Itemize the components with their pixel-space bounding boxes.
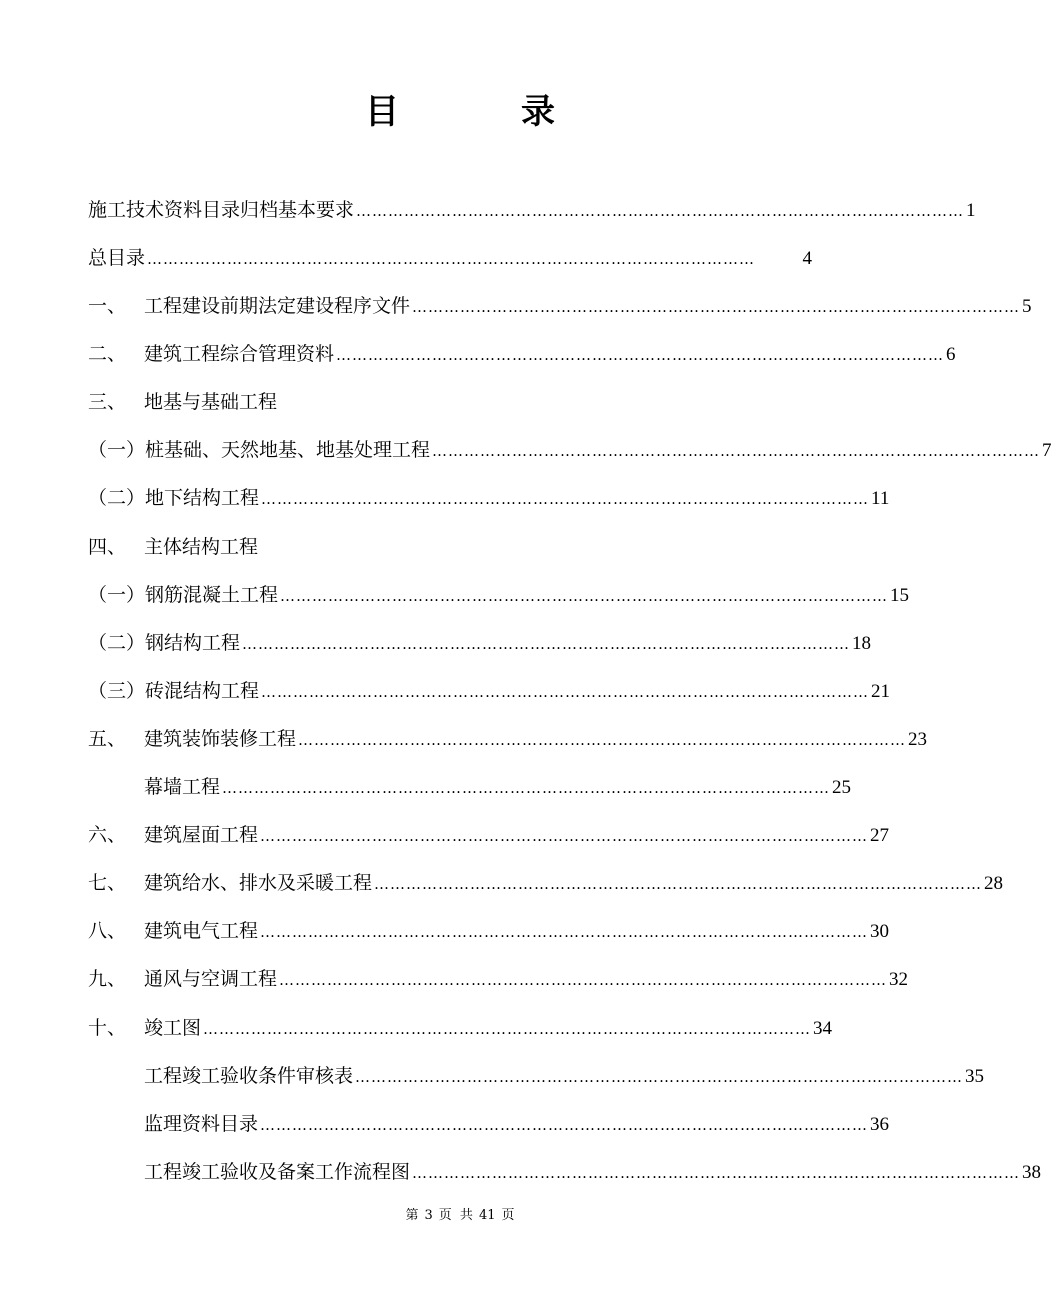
toc-entry[interactable]	[88, 628, 872, 658]
toc-entry-text: 工程竣工验收及备案工作流程图	[144, 1161, 411, 1183]
toc-entry-page: 27	[870, 825, 890, 846]
toc-entry-page: 35	[965, 1066, 985, 1087]
toc-entry-text: 钢结构工程	[145, 632, 241, 654]
toc-entry[interactable]	[88, 676, 891, 706]
toc-leader-dots: ……………………………………………………………………………………………………	[356, 202, 965, 220]
toc-entry-text: 建筑装饰装修工程	[144, 728, 297, 750]
toc-entry[interactable]	[144, 1061, 985, 1091]
toc-leader-dots: ……………………………………………………………………………………………………	[261, 683, 870, 701]
toc-leader-dots: ……………………………………………………………………………………………………	[260, 827, 869, 845]
toc-entry-text: 监理资料目录	[144, 1113, 259, 1135]
toc-entry-page: 34	[813, 1018, 833, 1039]
toc-entry-page: 28	[984, 873, 1004, 894]
toc-entry-number: 二、	[88, 343, 127, 365]
toc-entry-page: 38	[1022, 1162, 1042, 1183]
toc-entry-text: 建筑给水、排水及采暖工程	[144, 872, 373, 894]
toc-leader-dots: ……………………………………………………………………………………………………	[412, 1164, 1021, 1182]
toc-entry-text: 竣工图	[144, 1017, 202, 1039]
toc-leader-dots: ……………………………………………………………………………………………………	[374, 875, 983, 893]
footer-mid: 页 共	[438, 1208, 473, 1223]
toc-entry-number: 六、	[88, 824, 127, 846]
toc-entry-number: （三）	[88, 680, 146, 702]
toc-entry-page: 21	[871, 681, 891, 702]
toc-entry-page: 18	[852, 633, 872, 654]
toc-entry-page: 11	[871, 488, 890, 509]
toc-entry-text: 通风与空调工程	[144, 968, 278, 990]
toc-leader-dots: ……………………………………………………………………………………………………	[203, 1020, 812, 1038]
toc-leader-dots: ……………………………………………………………………………………………………	[355, 1068, 964, 1086]
toc-entry[interactable]	[88, 724, 928, 754]
toc-entry[interactable]	[88, 580, 910, 610]
toc-entry-number: 八、	[88, 920, 127, 942]
toc-entry-number: 五、	[88, 728, 127, 750]
toc-leader-dots: ……………………………………………………………………………………………………	[260, 923, 869, 941]
toc-leader-dots: ……………………………………………………………………………………………………	[279, 971, 888, 989]
toc-entry-text: 幕墙工程	[144, 776, 221, 798]
toc-leader-dots: ……………………………………………………………………………………………………	[242, 635, 851, 653]
footer-prefix: 第	[405, 1208, 419, 1223]
toc-leader-dots: ……………………………………………………………………………………………………	[336, 346, 945, 364]
toc-entry[interactable]	[88, 435, 1052, 465]
toc-entry-number: 四、	[88, 536, 127, 558]
footer-current-page: 3	[424, 1208, 433, 1223]
toc-entry-number: 三、	[88, 391, 127, 413]
toc-entry[interactable]	[88, 243, 812, 273]
footer-total-pages: 41	[478, 1208, 496, 1223]
toc-leader-dots: ……………………………………………………………………………………………………	[280, 587, 889, 605]
toc-entry-page: 6	[946, 344, 956, 365]
toc-entry-number: （二）	[88, 487, 146, 509]
toc-entry-text: 地下结构工程	[145, 487, 260, 509]
toc-entry-text: 施工技术资料目录归档基本要求	[88, 199, 355, 221]
toc-entry[interactable]	[144, 1157, 1042, 1187]
toc-entry-text: 工程竣工验收条件审核表	[144, 1065, 354, 1087]
toc-leader-dots: ……………………………………………………………………………………………………	[260, 1116, 869, 1134]
toc-entry-page: 15	[890, 585, 910, 606]
toc-entry-number: （二）	[88, 632, 146, 654]
toc-entry-page: 7	[1042, 440, 1052, 461]
toc-entry-page: 36	[870, 1114, 890, 1135]
toc-entry[interactable]	[88, 1013, 833, 1043]
toc-entry-page: 5	[1022, 296, 1032, 317]
toc-entry-text: 建筑工程综合管理资料	[144, 343, 335, 365]
toc-entry-text: 钢筋混凝土工程	[145, 584, 279, 606]
toc-entry-text: 主体结构工程	[144, 536, 259, 558]
toc-entry[interactable]	[88, 483, 890, 513]
toc-leader-dots: ……………………………………………………………………………………………………	[412, 298, 1021, 316]
toc-entry-page: 30	[870, 921, 890, 942]
toc-leader-dots: ……………………………………………………………………………………………………	[298, 731, 907, 749]
footer-suffix: 页	[501, 1208, 515, 1223]
toc-entry[interactable]	[88, 964, 909, 994]
toc-entry-number: （一）	[88, 439, 146, 461]
toc-entry-number: 一、	[88, 295, 127, 317]
toc-entry-text: 建筑屋面工程	[144, 824, 259, 846]
toc-entry-text: 工程建设前期法定建设程序文件	[144, 295, 411, 317]
toc-entry[interactable]	[88, 195, 976, 225]
toc-entry[interactable]	[88, 339, 956, 369]
toc-entry[interactable]	[88, 291, 1032, 321]
toc-entry-number: 七、	[88, 872, 127, 894]
toc-leader-dots: ……………………………………………………………………………………………………	[261, 490, 870, 508]
toc-entry-page: 4	[802, 248, 812, 269]
toc-entry[interactable]	[88, 868, 1004, 898]
toc-entry[interactable]	[88, 532, 588, 562]
toc-entry-page: 23	[908, 729, 928, 750]
toc-entry-text: 桩基础、天然地基、地基处理工程	[145, 439, 431, 461]
page-title: 目 录	[365, 92, 599, 132]
toc-entry[interactable]	[88, 820, 890, 850]
toc-entry-text: 总目录	[88, 247, 146, 269]
toc-entry-number: 十、	[88, 1017, 127, 1039]
toc-entry-text: 地基与基础工程	[144, 391, 278, 413]
toc-entry[interactable]	[144, 1109, 890, 1139]
page-footer	[0, 1206, 920, 1226]
toc-entry-page: 32	[889, 969, 909, 990]
toc-entry-page: 25	[832, 777, 852, 798]
toc-entry-text: 砖混结构工程	[145, 680, 260, 702]
toc-entry[interactable]	[88, 916, 890, 946]
toc-leader-dots: ……………………………………………………………………………………………………	[147, 250, 756, 268]
toc-entry-text: 建筑电气工程	[144, 920, 259, 942]
toc-entry-number: 九、	[88, 968, 127, 990]
toc-entry-page: 1	[966, 200, 976, 221]
toc-leader-dots: ……………………………………………………………………………………………………	[222, 779, 831, 797]
toc-entry[interactable]	[144, 772, 852, 802]
toc-entry-number: （一）	[88, 584, 146, 606]
toc-leader-dots: ……………………………………………………………………………………………………	[432, 442, 1041, 460]
toc-entry[interactable]	[88, 387, 588, 417]
